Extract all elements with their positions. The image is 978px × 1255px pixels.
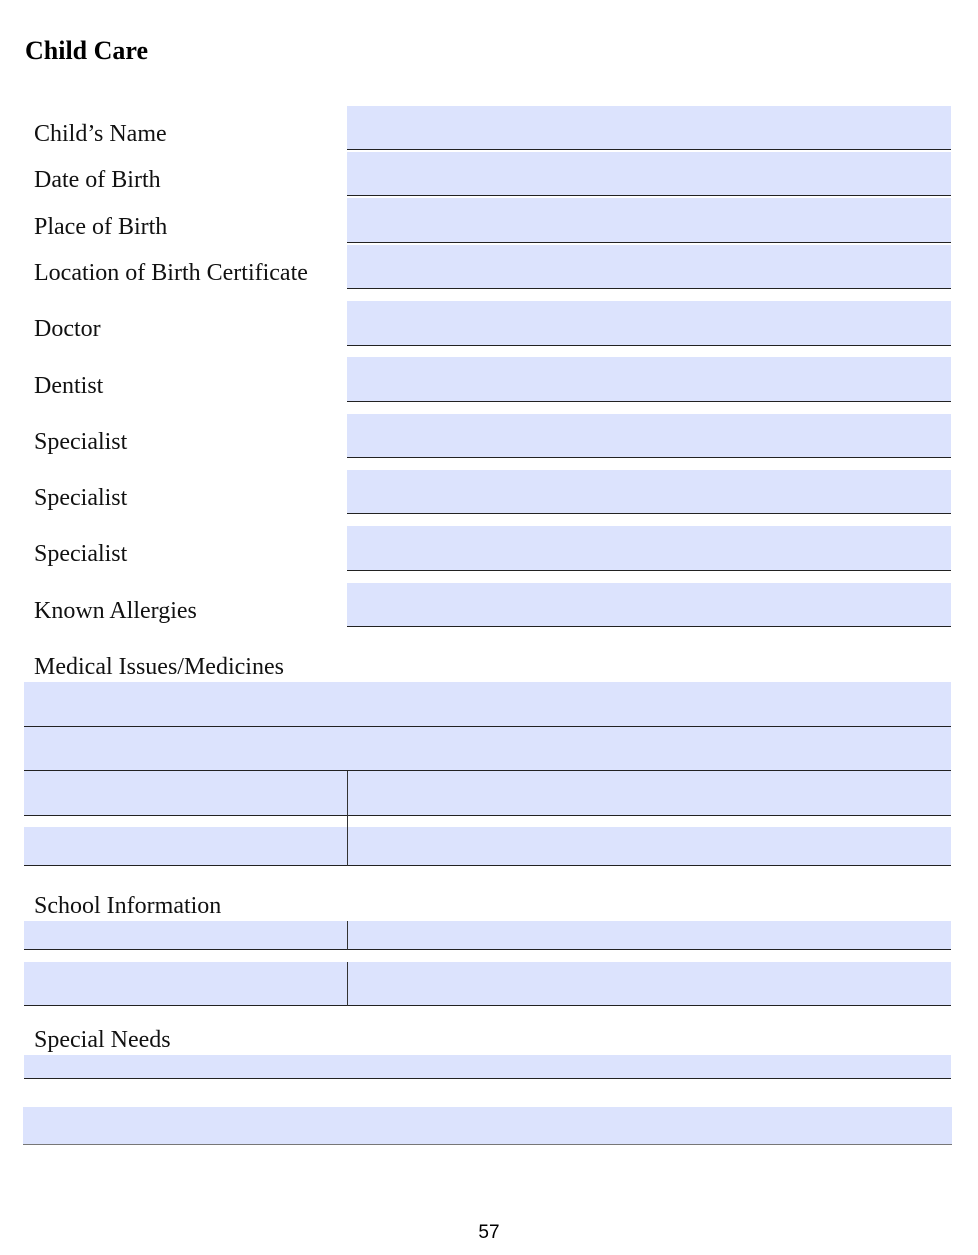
medical-issues-line-1[interactable] <box>24 682 951 727</box>
label-school-information: School Information <box>34 893 222 919</box>
specialist-1-field[interactable] <box>347 414 951 458</box>
dentist-field[interactable] <box>347 357 951 402</box>
column-divider <box>347 962 348 1006</box>
label-dentist: Dentist <box>34 373 104 399</box>
label-special-needs: Special Needs <box>34 1027 171 1053</box>
page-number: 57 <box>478 1222 500 1243</box>
medical-issues-line-2[interactable] <box>24 727 951 771</box>
label-childs-name: Child’s Name <box>34 121 167 147</box>
known-allergies-field[interactable] <box>347 583 951 627</box>
label-doctor: Doctor <box>34 316 101 342</box>
column-divider <box>347 921 348 950</box>
label-place-of-birth: Place of Birth <box>34 214 168 240</box>
school-information-line-2[interactable] <box>24 962 951 1006</box>
doctor-field[interactable] <box>347 301 951 346</box>
date-of-birth-field[interactable] <box>347 152 951 196</box>
label-specialist-3: Specialist <box>34 541 128 567</box>
place-of-birth-field[interactable] <box>347 198 951 243</box>
column-divider <box>347 771 348 866</box>
label-date-of-birth: Date of Birth <box>34 167 161 193</box>
label-specialist-1: Specialist <box>34 429 128 455</box>
medical-issues-line-3[interactable] <box>24 771 951 816</box>
label-specialist-2: Specialist <box>34 485 128 511</box>
specialist-3-field[interactable] <box>347 526 951 571</box>
medical-issues-line-4[interactable] <box>24 827 951 866</box>
label-medical-issues: Medical Issues/Medicines <box>34 654 284 680</box>
page-title: Child Care <box>25 36 149 65</box>
school-information-line-1[interactable] <box>24 921 951 950</box>
special-needs-line-2[interactable] <box>23 1107 952 1145</box>
specialist-2-field[interactable] <box>347 470 951 514</box>
childs-name-field[interactable] <box>347 106 951 150</box>
label-birth-certificate-location: Location of Birth Certificate <box>34 260 308 286</box>
birth-certificate-location-field[interactable] <box>347 245 951 289</box>
special-needs-line-1[interactable] <box>24 1055 951 1079</box>
label-known-allergies: Known Allergies <box>34 598 197 624</box>
